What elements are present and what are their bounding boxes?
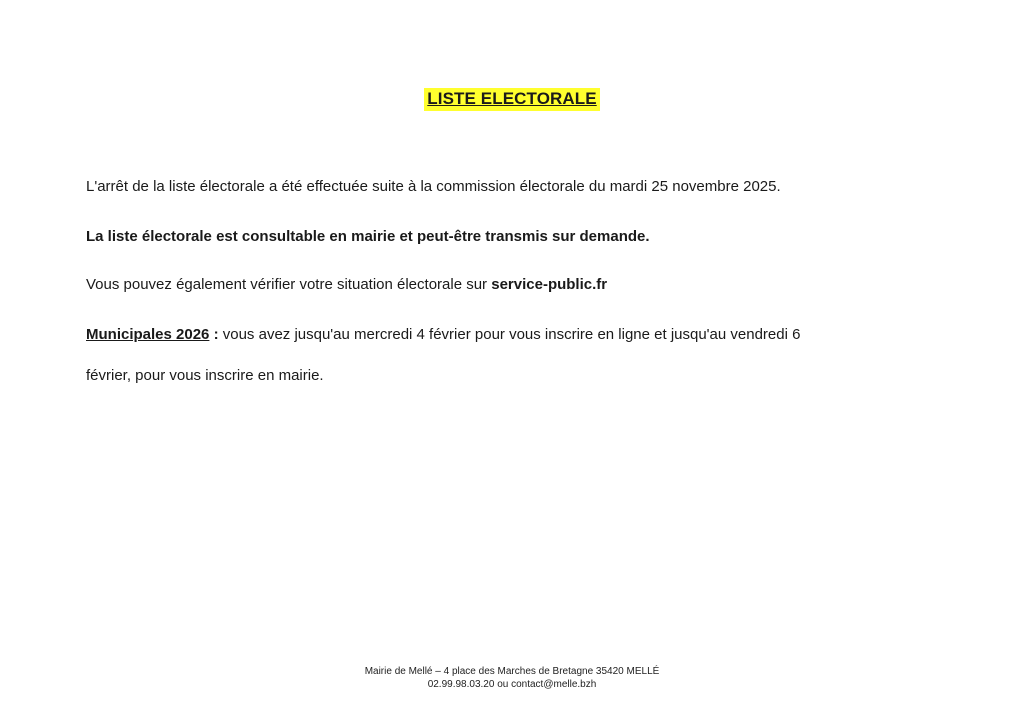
municipales-colon: :: [209, 326, 219, 343]
paragraph-verification: [86, 276, 607, 293]
paragraph-consultation: La liste électorale est consultable en mairie et peut-être transmis sur demande.: [86, 228, 650, 245]
document-title: LISTE ELECTORALE: [424, 88, 599, 111]
paragraph-municipales: [86, 326, 800, 343]
footer-contact: 02.99.98.03.20 ou contact@melle.bzh: [427, 679, 597, 690]
footer: [0, 665, 1024, 691]
verification-text: Vous pouvez également vérifier votre situation électorale sur: [86, 276, 492, 293]
municipales-label: Municipales 2026: [86, 326, 210, 343]
service-public-link[interactable]: service-public.fr: [491, 276, 608, 293]
footer-address: Mairie de Mellé – 4 place des Marches de Bretagne 35420 MELLÉ: [364, 666, 660, 677]
title-container: [0, 88, 1024, 111]
paragraph-municipales-continuation: février, pour vous inscrire en mairie.: [86, 367, 324, 384]
municipales-text: vous avez jusqu'au mercredi 4 février pour vous inscrire en ligne et jusqu'au vendredi 6: [218, 326, 801, 343]
paragraph-list-closure: L'arrêt de la liste électorale a été effectuée suite à la commission électorale du mardi 25 novembre 2025.: [86, 178, 781, 195]
